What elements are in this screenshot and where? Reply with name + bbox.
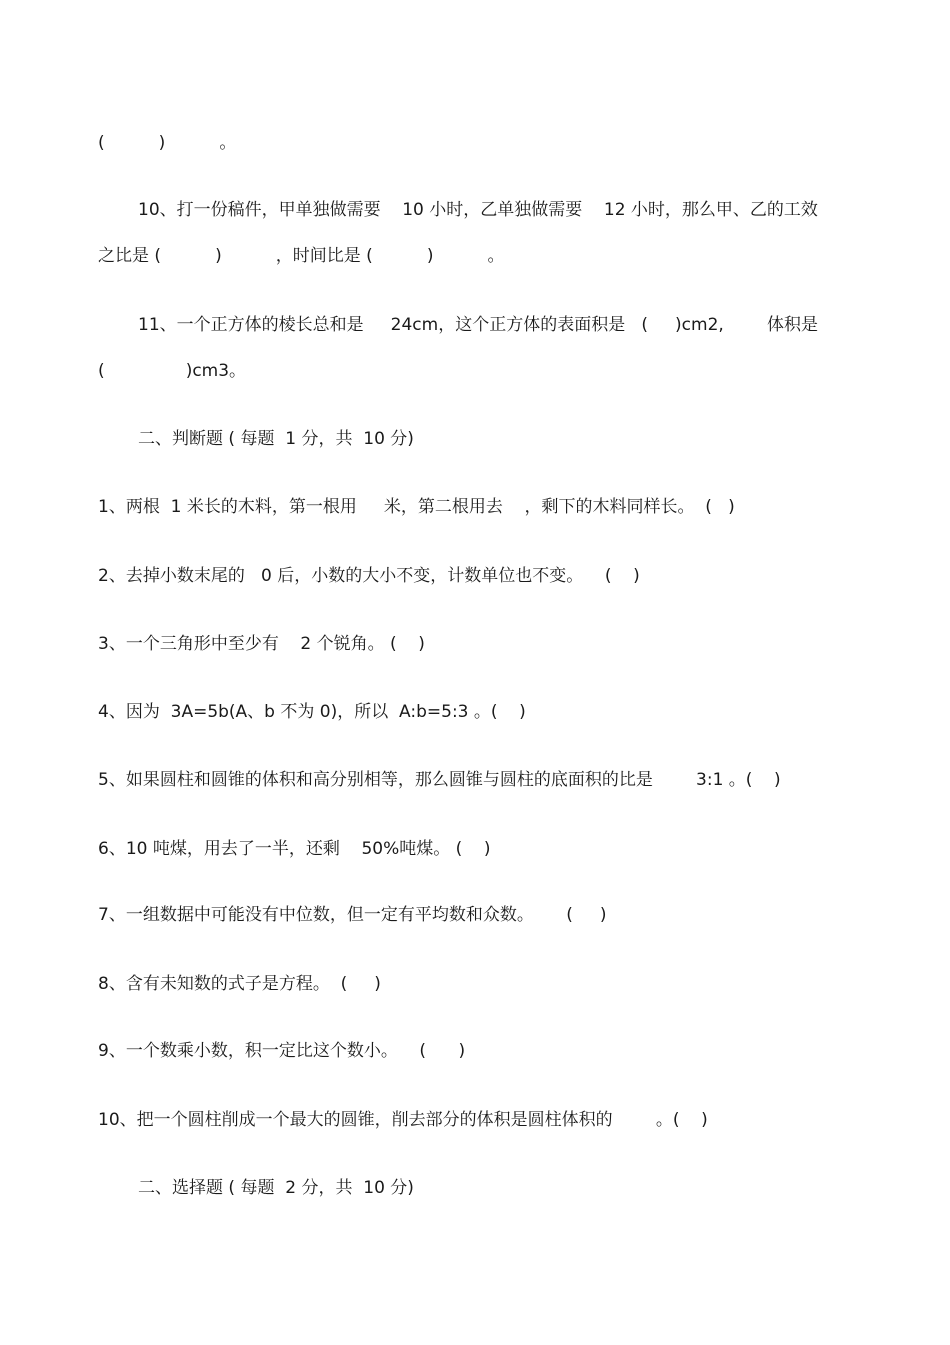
judge-item-5: 5、如果圆柱和圆锥的体积和高分别相等，那么圆锥与圆柱的底面积的比是 3:1 。( ) (98, 770, 781, 790)
judge-item-6: 6、10 吨煤，用去了一半，还剩 50%吨煤。 ( ) (98, 839, 491, 859)
section-heading-choice: 二、选择题 ( 每题 2 分，共 10 分) (138, 1178, 414, 1198)
section-heading-judgement: 二、判断题 ( 每题 1 分，共 10 分) (138, 429, 414, 449)
judge-item-1: 1、两根 1 米长的木料，第一根用 米，第二根用去 ，剩下的木料同样长。 ( ) (98, 497, 735, 517)
question-10-line-1: 10、打一份稿件，甲单独做需要 10 小时，乙单独做需要 12 小时，那么甲、乙的工效 (138, 200, 818, 220)
text-line-1: ( ) 。 (98, 133, 237, 153)
judge-item-2: 2、去掉小数末尾的 0 后，小数的大小不变，计数单位也不变。 ( ) (98, 566, 640, 586)
question-11-line-1: 11、一个正方体的棱长总和是 24cm，这个正方体的表面积是 ( )cm2, 体积是 (138, 315, 819, 335)
judge-item-7: 7、一组数据中可能没有中位数，但一定有平均数和众数。 ( ) (98, 905, 607, 925)
judge-item-10: 10、把一个圆柱削成一个最大的圆锥，削去部分的体积是圆柱体积的 。( ) (98, 1110, 708, 1130)
judge-item-4: 4、因为 3A=5b(A、b 不为 0)，所以 A:b=5:3 。( ) (98, 702, 526, 722)
judge-item-9: 9、一个数乘小数，积一定比这个数小。 ( ) (98, 1041, 466, 1061)
judge-item-3: 3、一个三角形中至少有 2 个锐角。 ( ) (98, 634, 425, 654)
judge-item-8: 8、含有未知数的式子是方程。 ( ) (98, 974, 381, 994)
question-11-line-2: ( )cm3。 (98, 361, 247, 381)
question-10-line-2: 之比是 ( ) ，时间比是 ( ) 。 (98, 246, 505, 266)
